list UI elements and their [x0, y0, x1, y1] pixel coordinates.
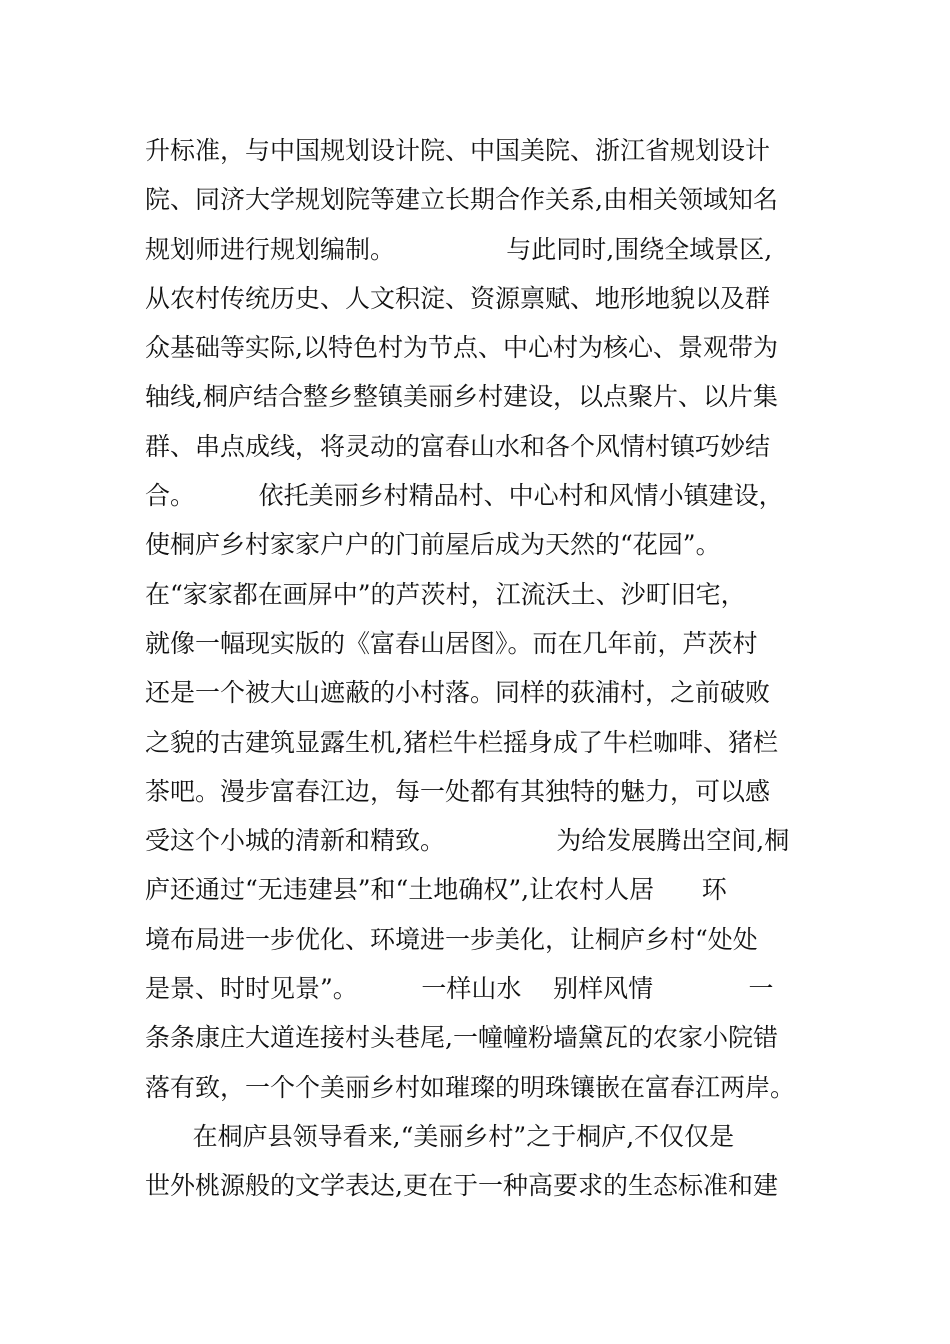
text-line: 从农村传统历史、人文积淀、资源禀赋、地形地貌以及群 [145, 283, 771, 313]
text-line: 就像一幅现实版的《富春山居图》。而在几年前，芦茨村 [145, 628, 758, 658]
text-line: 境布局进一步优化、环境进一步美化，让桐庐乡村“处处 [145, 924, 758, 954]
text-line: 合。 依托美丽乡村精品村、中心村和风情小镇建设， [145, 481, 784, 511]
text-line: 之貌的古建筑显露生机,猪栏牛栏摇身成了牛栏咖啡、猪栏 [145, 727, 778, 757]
text-line: 院、同济大学规划院等建立长期合作关系,由相关领域知名 [145, 185, 778, 215]
text-line: 在“家家都在画屏中”的芦茨村，江流沃土、沙町旧宅， [145, 579, 746, 609]
text-line: 受这个小城的清新和精致。 为给发展腾出空间,桐 [145, 826, 790, 856]
text-line: 使桐庐乡村家家户户的门前屋后成为天然的“花园”。 [145, 530, 721, 560]
text-line: 众基础等实际,以特色村为节点、中心村为核心、景观带为 [145, 333, 778, 363]
text-line: 规划师进行规划编制。 与此同时,围绕全域景区, [145, 234, 773, 264]
text-line: 升标准，与中国规划设计院、中国美院、浙江省规划设计 [145, 136, 771, 165]
text-line: 落有致，一个个美丽乡村如璀璨的明珠镶嵌在富春江两岸。 [145, 1072, 796, 1102]
text-line: 茶吧。漫步富春江边，每一处都有其独特的魅力，可以感 [145, 776, 771, 806]
text-line: 条条康庄大道连接村头巷尾,一幢幢粉墙黛瓦的农家小院错 [145, 1023, 778, 1053]
body-text [145, 126, 825, 1211]
text-line: 群、串点成线，将灵动的富春山水和各个风情村镇巧妙结 [145, 431, 771, 461]
text-line: 轴线,桐庐结合整乡整镇美丽乡村建设，以点聚片、以片集 [145, 382, 778, 412]
text-line: 还是一个被大山遮蔽的小村落。同样的荻浦村，之前破败 [145, 678, 771, 708]
text-line: 世外桃源般的文学表达,更在于一种高要求的生态标准和建 [145, 1171, 778, 1201]
text-line: 庐还通过“无违建县”和“土地确权”,让农村人居 环 [145, 875, 727, 905]
text-line: 在桐庐县领导看来,“美丽乡村”之于桐庐,不仅仅是 [145, 1121, 735, 1151]
text-line: 是景、时时见景”。 一样山水 别样风情 一 [145, 974, 774, 1004]
